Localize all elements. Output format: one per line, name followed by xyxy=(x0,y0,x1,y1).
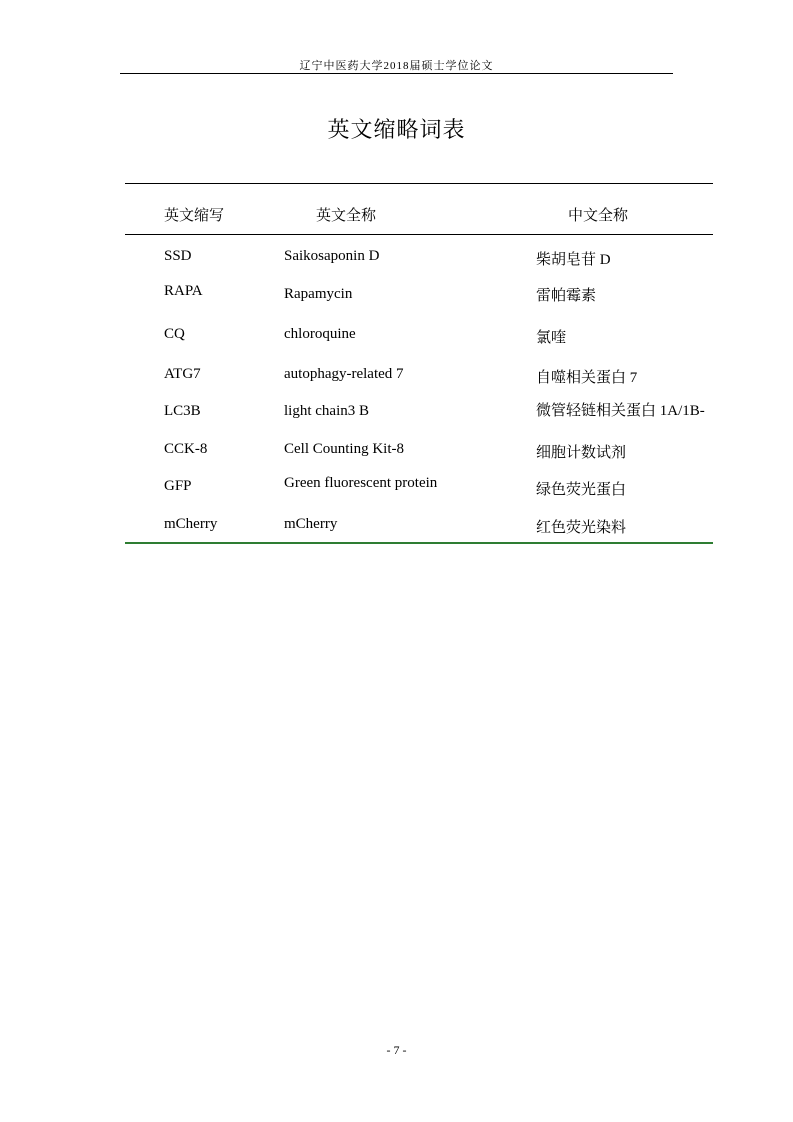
cell-chinese-full-name: 微管轻链相关蛋白 1A/1B- xyxy=(536,403,705,419)
cell-chinese-full-name: 自噬相关蛋白 7 xyxy=(536,370,638,386)
cell-chinese-full-name: 红色荧光染料 xyxy=(536,520,627,536)
cell-abbreviation: CQ xyxy=(164,326,185,342)
table-row xyxy=(125,248,713,278)
cell-chinese-full-name: 雷帕霉素 xyxy=(536,288,597,304)
abbreviation-table xyxy=(125,183,713,544)
table-row xyxy=(125,475,713,508)
cell-abbreviation: mCherry xyxy=(164,516,218,532)
cell-chinese-full-name: 绿色荧光蛋白 xyxy=(536,482,627,498)
column-header-abbreviation: 英文缩写 xyxy=(164,208,225,224)
page-title: 英文缩略词表 xyxy=(327,117,466,142)
cell-chinese-full-name: 柴胡皂苷 D xyxy=(536,252,611,268)
cell-chinese-full-name: 氯喹 xyxy=(536,330,567,346)
table-row xyxy=(125,366,713,396)
header-rule xyxy=(120,73,673,74)
cell-abbreviation: GFP xyxy=(164,478,192,494)
running-header: 辽宁中医药大学2018届硕士学位论文 xyxy=(299,60,494,72)
cell-abbreviation: RAPA xyxy=(164,283,203,299)
cell-abbreviation: LC3B xyxy=(164,403,201,419)
table-row xyxy=(125,516,713,546)
table-row xyxy=(125,326,713,356)
cell-english-full-name: light chain3 B xyxy=(284,403,369,419)
cell-abbreviation: ATG7 xyxy=(164,366,201,382)
table-body xyxy=(125,235,713,544)
column-header-chinese-full-name: 中文全称 xyxy=(568,208,629,224)
table-row xyxy=(125,403,713,433)
cell-english-full-name: Green fluorescent protein xyxy=(284,475,438,491)
table-row xyxy=(125,441,713,471)
cell-abbreviation: CCK-8 xyxy=(164,441,208,457)
table-row xyxy=(125,283,713,313)
cell-english-full-name: mCherry xyxy=(284,516,338,532)
page-number: - 7 - xyxy=(386,1043,407,1057)
cell-abbreviation: SSD xyxy=(164,248,192,264)
cell-chinese-full-name: 细胞计数试剂 xyxy=(536,445,627,461)
cell-english-full-name: chloroquine xyxy=(284,326,356,342)
cell-english-full-name: autophagy-related 7 xyxy=(284,366,404,382)
table-header-row xyxy=(125,184,713,235)
column-header-english-full-name: 英文全称 xyxy=(316,208,377,224)
cell-english-full-name: Cell Counting Kit-8 xyxy=(284,441,404,457)
cell-english-full-name: Rapamycin xyxy=(284,286,353,302)
cell-english-full-name: Saikosaponin D xyxy=(284,248,380,264)
